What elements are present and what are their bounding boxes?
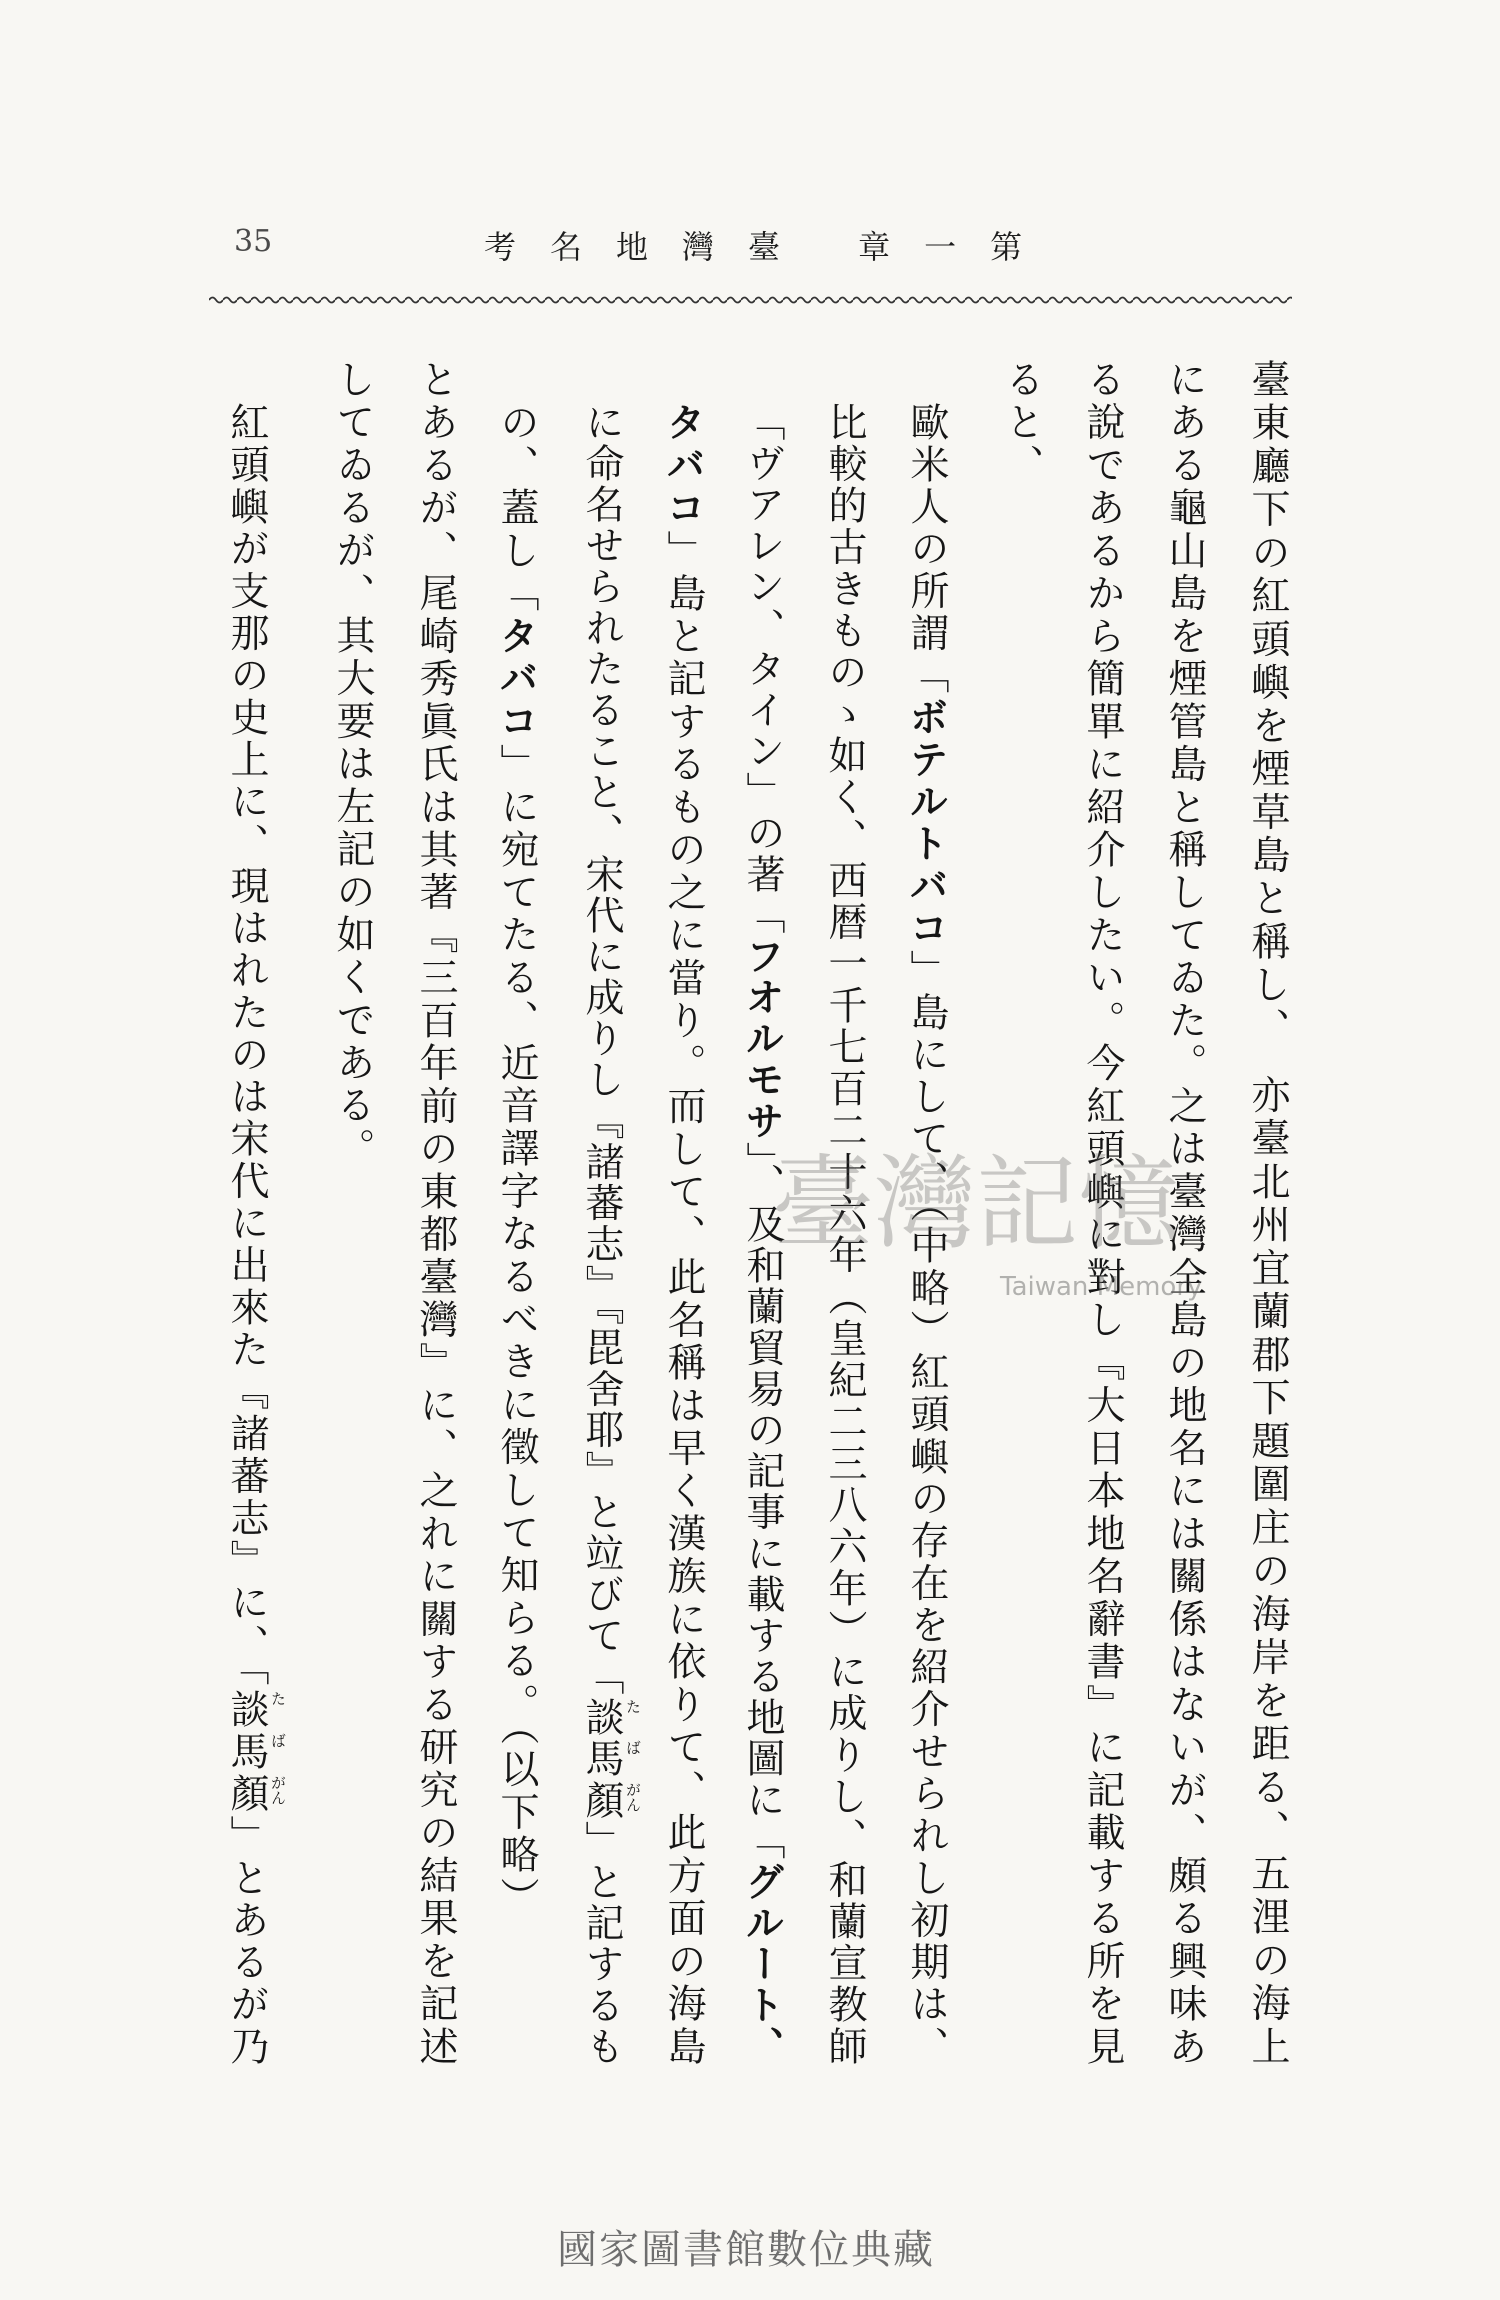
column-text: 比較的古きものゝ如く、西暦一千七百二十六年（皇紀二三八六年）に成りし、和蘭宣教師: [822, 402, 867, 2066]
ruby-base-char: 顏: [579, 1779, 624, 1821]
quote-column: [224, 402, 287, 2067]
page-number: 35: [234, 224, 273, 259]
ruby-base-char: 談: [579, 1697, 624, 1739]
emphasis-text: ボテルトバコ: [903, 697, 949, 950]
column-text: に命名せられたること、宋代に成りし『諸蕃志』『毘舍耶』と竝びて「: [579, 402, 624, 1698]
furigana: た: [624, 1699, 642, 1715]
emphasis-text: フオルモサ: [739, 936, 785, 1142]
emphasis-text: タバコ: [493, 615, 539, 744]
column-text: る說であるから簡單に紹介したい。今紅頭嶼に對し『大日本地名辭書』に記載する所を見: [1080, 359, 1125, 2066]
quote-column: [662, 402, 704, 2066]
furigana: た: [269, 1690, 287, 1706]
column-text: ると、: [999, 359, 1044, 488]
column-text: 」とあるが乃: [224, 1815, 269, 2067]
text-column: [1246, 359, 1288, 2066]
ruby-base: [224, 1731, 287, 1774]
ruby-base-char: 馬: [579, 1738, 624, 1780]
column-text: 」に宛てたる、近音譯字なるべきに徵して知らる。（以下略）: [494, 743, 539, 1920]
column-text: 」、及和蘭貿易の記事に載する地圖に「: [740, 1141, 785, 1862]
furigana: がん: [624, 1781, 642, 1812]
ruby-base-char: 顏: [224, 1773, 269, 1816]
column-text: 臺東廳下の紅頭嶼を煙草島と稱し、 亦臺北州宜蘭郡下題圍庄の海岸を距る、五浬の海上: [1245, 359, 1290, 2066]
column-text: 」と記するも: [579, 1820, 624, 2067]
ruby-base: [579, 1779, 642, 1821]
text-column: [331, 359, 373, 1170]
column-text: 「ヴアレン、タイン」の著「: [740, 402, 785, 937]
column-text: にある龜山島を煙管島と稱してゐた。之は臺灣全島の地名には關係はないが、頗る興味あ: [1162, 359, 1207, 2066]
text-column: [414, 359, 456, 2066]
ruby-base-char: 談: [224, 1688, 269, 1732]
column-text: の、蓋し「: [494, 402, 539, 616]
text-column: [1000, 359, 1042, 487]
watermark-title: 臺灣記憶: [772, 1145, 1180, 1264]
column-text: 紅頭嶼が支那の史上に、現はれたのは宋代に出來た『諸蕃志』に、「: [224, 402, 269, 1689]
ruby-base: [579, 1697, 642, 1739]
header-wavy-rule: [209, 292, 1292, 308]
running-title: 第一章 臺灣地名考: [484, 228, 1057, 266]
watermark-subtitle: Taiwan Memory: [1000, 1272, 1203, 1302]
column-text: してゐるが、其大要は左記の如くである。: [330, 359, 375, 1171]
ruby-base: [224, 1773, 287, 1816]
column-text: 」島と記するもの之に當り。而して、此名稱は早く漢族に依りて、此方面の海島: [661, 530, 706, 2067]
emphasis-text: グルート、: [739, 1861, 785, 2067]
column-text: とあるが、尾崎秀眞氏は其著『三百年前の東都臺灣』に、之れに關する研究の結果を記述: [413, 359, 458, 2066]
emphasis-text: タバコ: [660, 402, 706, 531]
quote-column: [495, 402, 537, 1920]
column-text: 歐米人の所謂「: [904, 402, 949, 697]
column-text: 」島にして、（中略）紅頭嶼の存在を紹介せられし初期は、: [904, 949, 949, 2067]
furigana: がん: [269, 1775, 287, 1806]
ruby-base: [224, 1688, 287, 1732]
ruby-base: [579, 1738, 642, 1780]
quote-column: [579, 402, 642, 2067]
furigana: ば: [269, 1733, 287, 1749]
archive-footer: 國家圖書館數位典藏: [557, 2227, 935, 2273]
furigana: ば: [624, 1740, 642, 1756]
ruby-base-char: 馬: [224, 1731, 269, 1774]
